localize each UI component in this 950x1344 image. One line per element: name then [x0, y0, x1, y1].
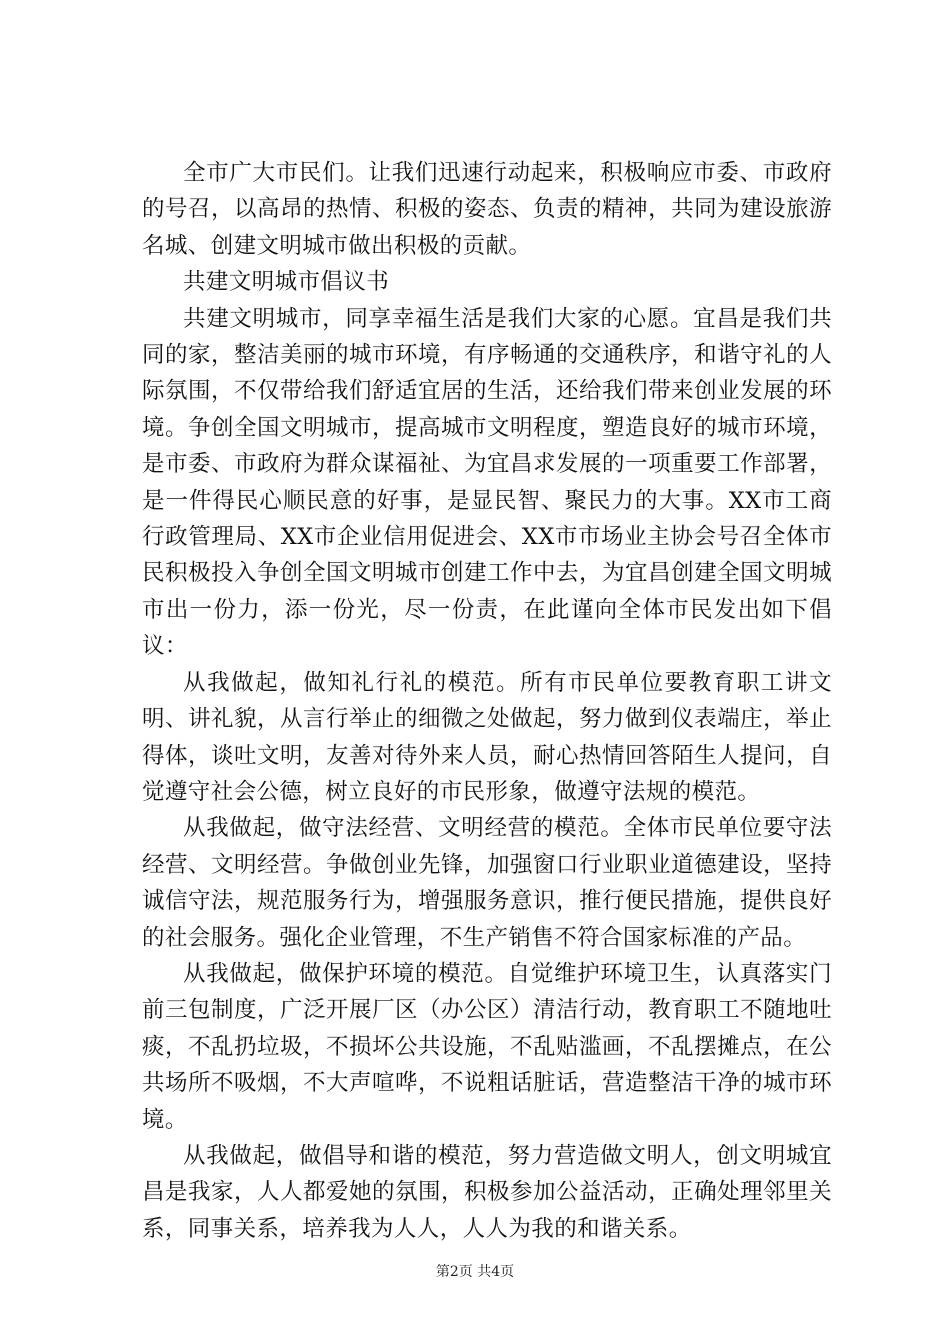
document-body — [142, 155, 832, 1247]
paragraph-introduction: 共建文明城市，同享幸福生活是我们大家的心愿。宜昌是我们共同的家，整洁美丽的城市环境，有序畅通的交通秩序，和谐守礼的人际氛围，不仅带给我们舒适宜居的生活，还给我们带来创业发展的环境。争创全国文明城市，提高城市文明程度，塑造良好的城市环境，是市委、市政府为群众谋福祉、为宜昌求发展的一项重要工作部署，是一件得民心顺民意的好事，是显民智、聚民力的大事。XX市工商行政管理局、XX市企业信用促进会、XX市市场业主协会号召全体市民积极投入争创全国文明城市创建工作中去，为宜昌创建全国文明城市出一份力，添一份光，尽一份责，在此谨向全体市民发出如下倡议： — [142, 305, 832, 660]
paragraph-proposal-harmony: 从我做起，做倡导和谐的模范，努力营造做文明人，创文明城宜昌是我家，人人都爱她的氛围，积极参加公益活动，正确处理邻里关系，同事关系，培养我为人人，人人为我的和谐关系。 — [142, 1142, 832, 1242]
paragraph-proposal-environment: 从我做起，做保护环境的模范。自觉维护环境卫生，认真落实门前三包制度，广泛开展厂区（办公区）清洁行动，教育职工不随地吐痰，不乱扔垃圾，不损坏公共设施，不乱贴滥画，不乱摆摊点，在公共场所不吸烟，不大声喧哗，不说粗话脏话，营造整洁干净的城市环境。 — [142, 960, 832, 1133]
section-title: 共建文明城市倡议书 — [183, 269, 390, 296]
page-number-footer: 第2页 共4页 — [435, 1264, 515, 1280]
paragraph-proposal-lawful-business: 从我做起，做守法经营、文明经营的模范。全体市民单位要守法经营、文明经营。争做创业先锋，加强窗口行业职业道德建设，坚持诚信守法，规范服务行为，增强服务意识，推行便民措施，提供良好的社会服务。强化企业管理，不生产销售不符合国家标准的产品。 — [142, 815, 832, 951]
paragraph-proposal-etiquette: 从我做起，做知礼行礼的模范。所有市民单位要教育职工讲文明、讲礼貌，从言行举止的细微之处做起，努力做到仪表端庄，举止得体，谈吐文明，友善对待外来人员，耐心热情回答陌生人提问，自觉遵守社会公德，树立良好的市民形象，做遵守法规的模范。 — [142, 669, 832, 805]
paragraph-closing-call: 全市广大市民们。让我们迅速行动起来，积极响应市委、市政府的号召，以高昂的热情、积极的姿态、负责的精神，共同为建设旅游名城、创建文明城市做出积极的贡献。 — [142, 160, 832, 259]
